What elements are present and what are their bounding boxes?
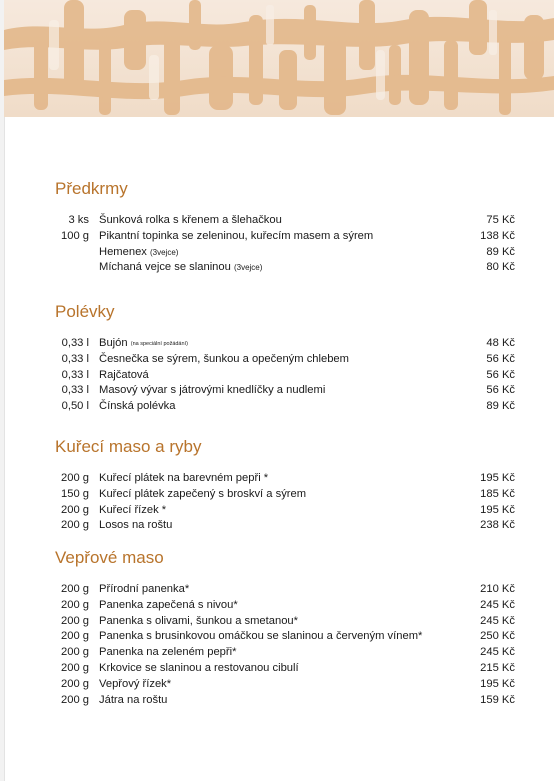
item-note: (3vejce) xyxy=(150,247,179,257)
item-name-text: Míchaná vejce se slaninou xyxy=(99,261,231,274)
item-quantity xyxy=(55,245,99,261)
item-quantity: 150 g xyxy=(61,487,89,500)
item-name-text: Kuřecí řízek * xyxy=(99,503,167,516)
item-quantity: 0,33 l xyxy=(61,368,89,381)
menu-item xyxy=(55,614,515,630)
menu-item xyxy=(55,677,515,693)
item-name xyxy=(99,471,455,487)
item-name-text: Pikantní topinka se zeleninou, kuřecím masem a sýrem xyxy=(99,229,374,242)
section-polevky xyxy=(55,301,515,415)
item-name xyxy=(99,352,455,368)
item-name xyxy=(99,614,455,630)
item-name xyxy=(99,518,455,534)
item-note: (3vejce) xyxy=(233,263,263,273)
item-quantity: 200 g xyxy=(61,630,89,643)
menu-item xyxy=(55,693,515,709)
menu-item xyxy=(55,582,515,598)
item-price: 89 Kč xyxy=(486,400,515,413)
item-name-text: Česnečka se sýrem, šunkou a opečeným chlebem xyxy=(99,352,349,365)
item-name xyxy=(99,245,455,261)
item-name-text: Kuřecí plátek na barevném pepři * xyxy=(99,472,269,484)
menu-item xyxy=(55,352,515,368)
section-title: Předkrmy xyxy=(55,179,128,198)
item-price: 195 Kč xyxy=(480,677,515,690)
menu-item xyxy=(55,260,515,276)
item-price: 138 Kč xyxy=(480,229,515,242)
item-name xyxy=(99,677,455,693)
item-price: 185 Kč xyxy=(480,487,515,500)
menu-item xyxy=(55,487,515,503)
item-quantity: 0,50 l xyxy=(61,400,89,413)
item-name xyxy=(99,399,455,415)
item-name-text: Kuřecí plátek zapečený s broskví a sýrem xyxy=(99,487,307,500)
item-quantity: 0,33 l xyxy=(61,352,89,365)
menu-list xyxy=(55,471,515,534)
menu-item xyxy=(55,598,515,614)
item-name xyxy=(99,582,455,598)
item-name xyxy=(99,383,455,399)
menu-item xyxy=(55,503,515,519)
item-name-text: Panenka s olivami, šunkou a smetanou* xyxy=(99,614,299,627)
menu-item xyxy=(55,383,515,399)
item-price: 89 Kč xyxy=(486,245,515,258)
section-kureci-maso-a-ryby xyxy=(55,436,515,534)
menu-item xyxy=(55,336,515,352)
item-name-text: Panenka zapečená s nivou* xyxy=(99,598,238,611)
menu-item xyxy=(55,645,515,661)
item-price: 195 Kč xyxy=(480,472,515,484)
item-name xyxy=(99,229,455,245)
item-price: 210 Kč xyxy=(480,583,515,595)
item-name xyxy=(99,503,455,519)
menu-item xyxy=(55,661,515,677)
item-quantity: 200 g xyxy=(61,646,89,659)
item-price: 215 Kč xyxy=(480,661,515,674)
section-predkrmy xyxy=(55,178,515,276)
item-quantity: 3 ks xyxy=(68,214,89,226)
item-name xyxy=(99,260,455,276)
decorative-banner xyxy=(4,0,554,117)
item-name-text: Hemenex xyxy=(99,245,147,258)
item-name xyxy=(99,661,455,677)
item-quantity: 200 g xyxy=(61,614,89,627)
section-veprove-maso xyxy=(55,547,515,708)
item-quantity: 200 g xyxy=(61,693,89,706)
item-quantity: 0,33 l xyxy=(61,384,89,397)
item-name-text: Panenka s brusinkovou omáčkou se slaninou a červeným vínem* xyxy=(99,630,423,643)
menu-item xyxy=(55,471,515,487)
item-quantity: 200 g xyxy=(61,503,89,516)
menu-item xyxy=(55,518,515,534)
item-quantity: 200 g xyxy=(61,519,89,532)
item-price: 195 Kč xyxy=(480,503,515,516)
item-price: 245 Kč xyxy=(480,614,515,627)
menu-item xyxy=(55,213,515,229)
item-quantity: 0,33 l xyxy=(61,337,89,349)
item-price: 159 Kč xyxy=(480,693,515,706)
item-quantity: 200 g xyxy=(61,677,89,690)
item-name-text: Přírodní panenka* xyxy=(99,583,190,595)
menu-item xyxy=(55,629,515,645)
item-name xyxy=(99,629,455,645)
item-name xyxy=(99,645,455,661)
item-name-text: Šunková rolka s křenem a šlehačkou xyxy=(99,214,282,226)
item-quantity: 200 g xyxy=(61,472,89,484)
item-name-text: Krkovice se slaninou a restovanou cibulí xyxy=(99,661,299,674)
menu-item xyxy=(55,399,515,415)
item-price: 245 Kč xyxy=(480,598,515,611)
item-price: 238 Kč xyxy=(480,519,515,532)
item-price: 250 Kč xyxy=(480,630,515,643)
item-price: 75 Kč xyxy=(486,214,515,226)
item-price: 48 Kč xyxy=(486,337,515,349)
section-title: Polévky xyxy=(55,302,115,321)
page-edge xyxy=(0,0,5,781)
section-title: Vepřové maso xyxy=(55,548,164,567)
item-name xyxy=(99,336,455,352)
item-name xyxy=(99,487,455,503)
item-quantity: 100 g xyxy=(61,229,89,242)
item-quantity: 200 g xyxy=(61,661,89,674)
item-price: 56 Kč xyxy=(486,368,515,381)
item-name xyxy=(99,693,455,709)
item-name-text: Čínská polévka xyxy=(99,400,176,413)
menu-list xyxy=(55,213,515,276)
item-name xyxy=(99,213,455,229)
item-quantity xyxy=(55,260,99,276)
menu-item xyxy=(55,245,515,261)
item-name-text: Panenka na zeleném pepři* xyxy=(99,646,237,659)
item-name-text: Losos na roštu xyxy=(99,519,173,532)
item-quantity: 200 g xyxy=(61,598,89,611)
item-price: 80 Kč xyxy=(486,261,515,274)
item-note: (na speciální požádání) xyxy=(130,341,188,347)
item-name-text: Játra na roštu xyxy=(99,693,168,706)
item-name xyxy=(99,368,455,384)
item-price: 56 Kč xyxy=(486,384,515,397)
menu-item xyxy=(55,368,515,384)
item-price: 245 Kč xyxy=(480,646,515,659)
item-name-text: Vepřový řízek* xyxy=(99,677,172,690)
item-quantity: 200 g xyxy=(61,583,89,595)
menu-list xyxy=(55,582,515,708)
menu-list xyxy=(55,336,515,415)
item-price: 56 Kč xyxy=(486,352,515,365)
item-name-text: Masový vývar s játrovými knedlíčky a nudlemi xyxy=(99,384,326,397)
item-name-text: Bujón xyxy=(99,337,128,349)
item-name xyxy=(99,598,455,614)
menu-item xyxy=(55,229,515,245)
caramel-drip-pattern xyxy=(4,0,554,117)
section-title: Kuřecí maso a ryby xyxy=(55,437,202,456)
item-name-text: Rajčatová xyxy=(99,368,149,381)
